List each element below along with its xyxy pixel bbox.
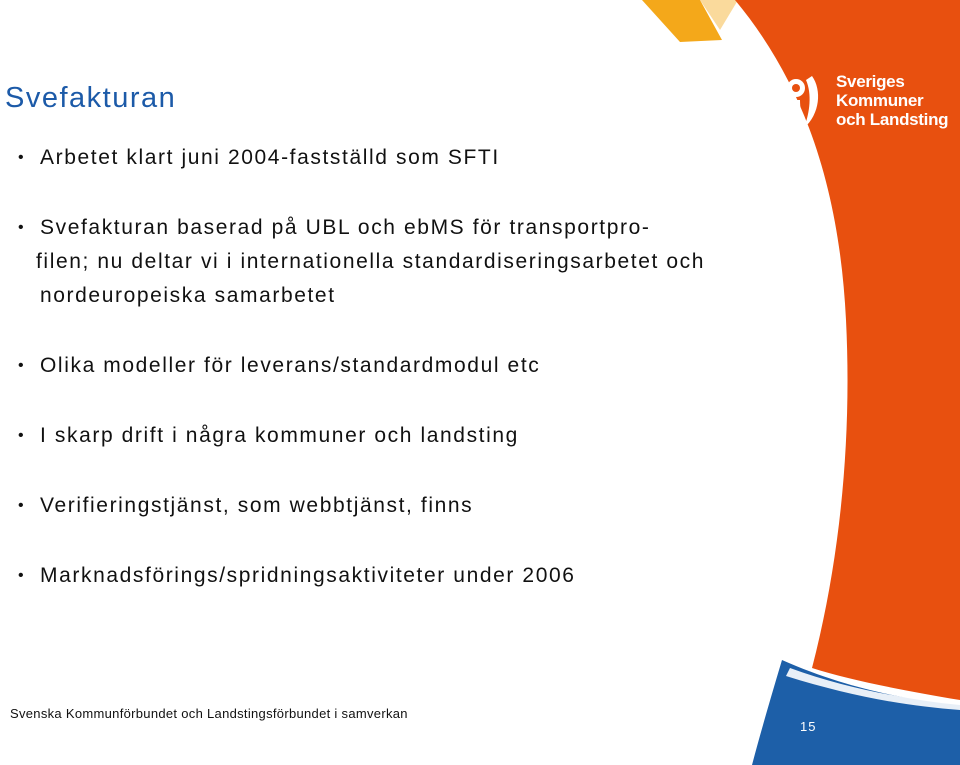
bullet-text: Arbetet klart juni 2004-fastställd som SFTI [40,146,500,169]
bullet-dot-icon: • [18,357,26,374]
bullet-text-line: nordeuropeiska samarbetet [40,284,336,307]
bullet-text: Olika modeller för leverans/standardmodul etc [40,354,541,377]
bullet-dot-icon: • [18,149,26,166]
bullet-item [18,559,858,593]
skl-logo-text [836,72,948,129]
bullet-text-line: filen; nu deltar vi i internationella standardiseringsarbetet och [36,250,705,273]
bullet-text: Verifieringstjänst, som webbtjänst, finns [40,494,474,517]
bullet-text: I skarp drift i några kommuner och landsting [40,424,519,447]
bullet-item [18,211,858,313]
bullet-text-line: Svefakturan baserad på UBL och ebMS för transportpro- [40,216,651,239]
bullet-dot-icon: • [18,219,26,236]
bullet-list [18,141,858,629]
logo-line-2: Kommuner [836,91,924,110]
bullet-dot-icon: • [18,497,26,514]
bullet-dot-icon: • [18,427,26,444]
page-number: 15 [800,719,817,734]
bullet-dot-icon: • [18,567,26,584]
bullet-item [18,349,858,383]
logo-line-1: Sveriges [836,72,905,91]
bullet-item [18,141,858,175]
bullet-item [18,419,858,453]
bullet-text: Marknadsförings/spridningsaktiviteter under 2006 [40,564,576,587]
slide-footer: Svenska Kommunförbundet och Landstingsförbundet i samverkan [10,706,408,721]
logo-line-3: och Landsting [836,110,949,129]
slide-title: Svefakturan [5,82,177,114]
bullet-item [18,489,858,523]
